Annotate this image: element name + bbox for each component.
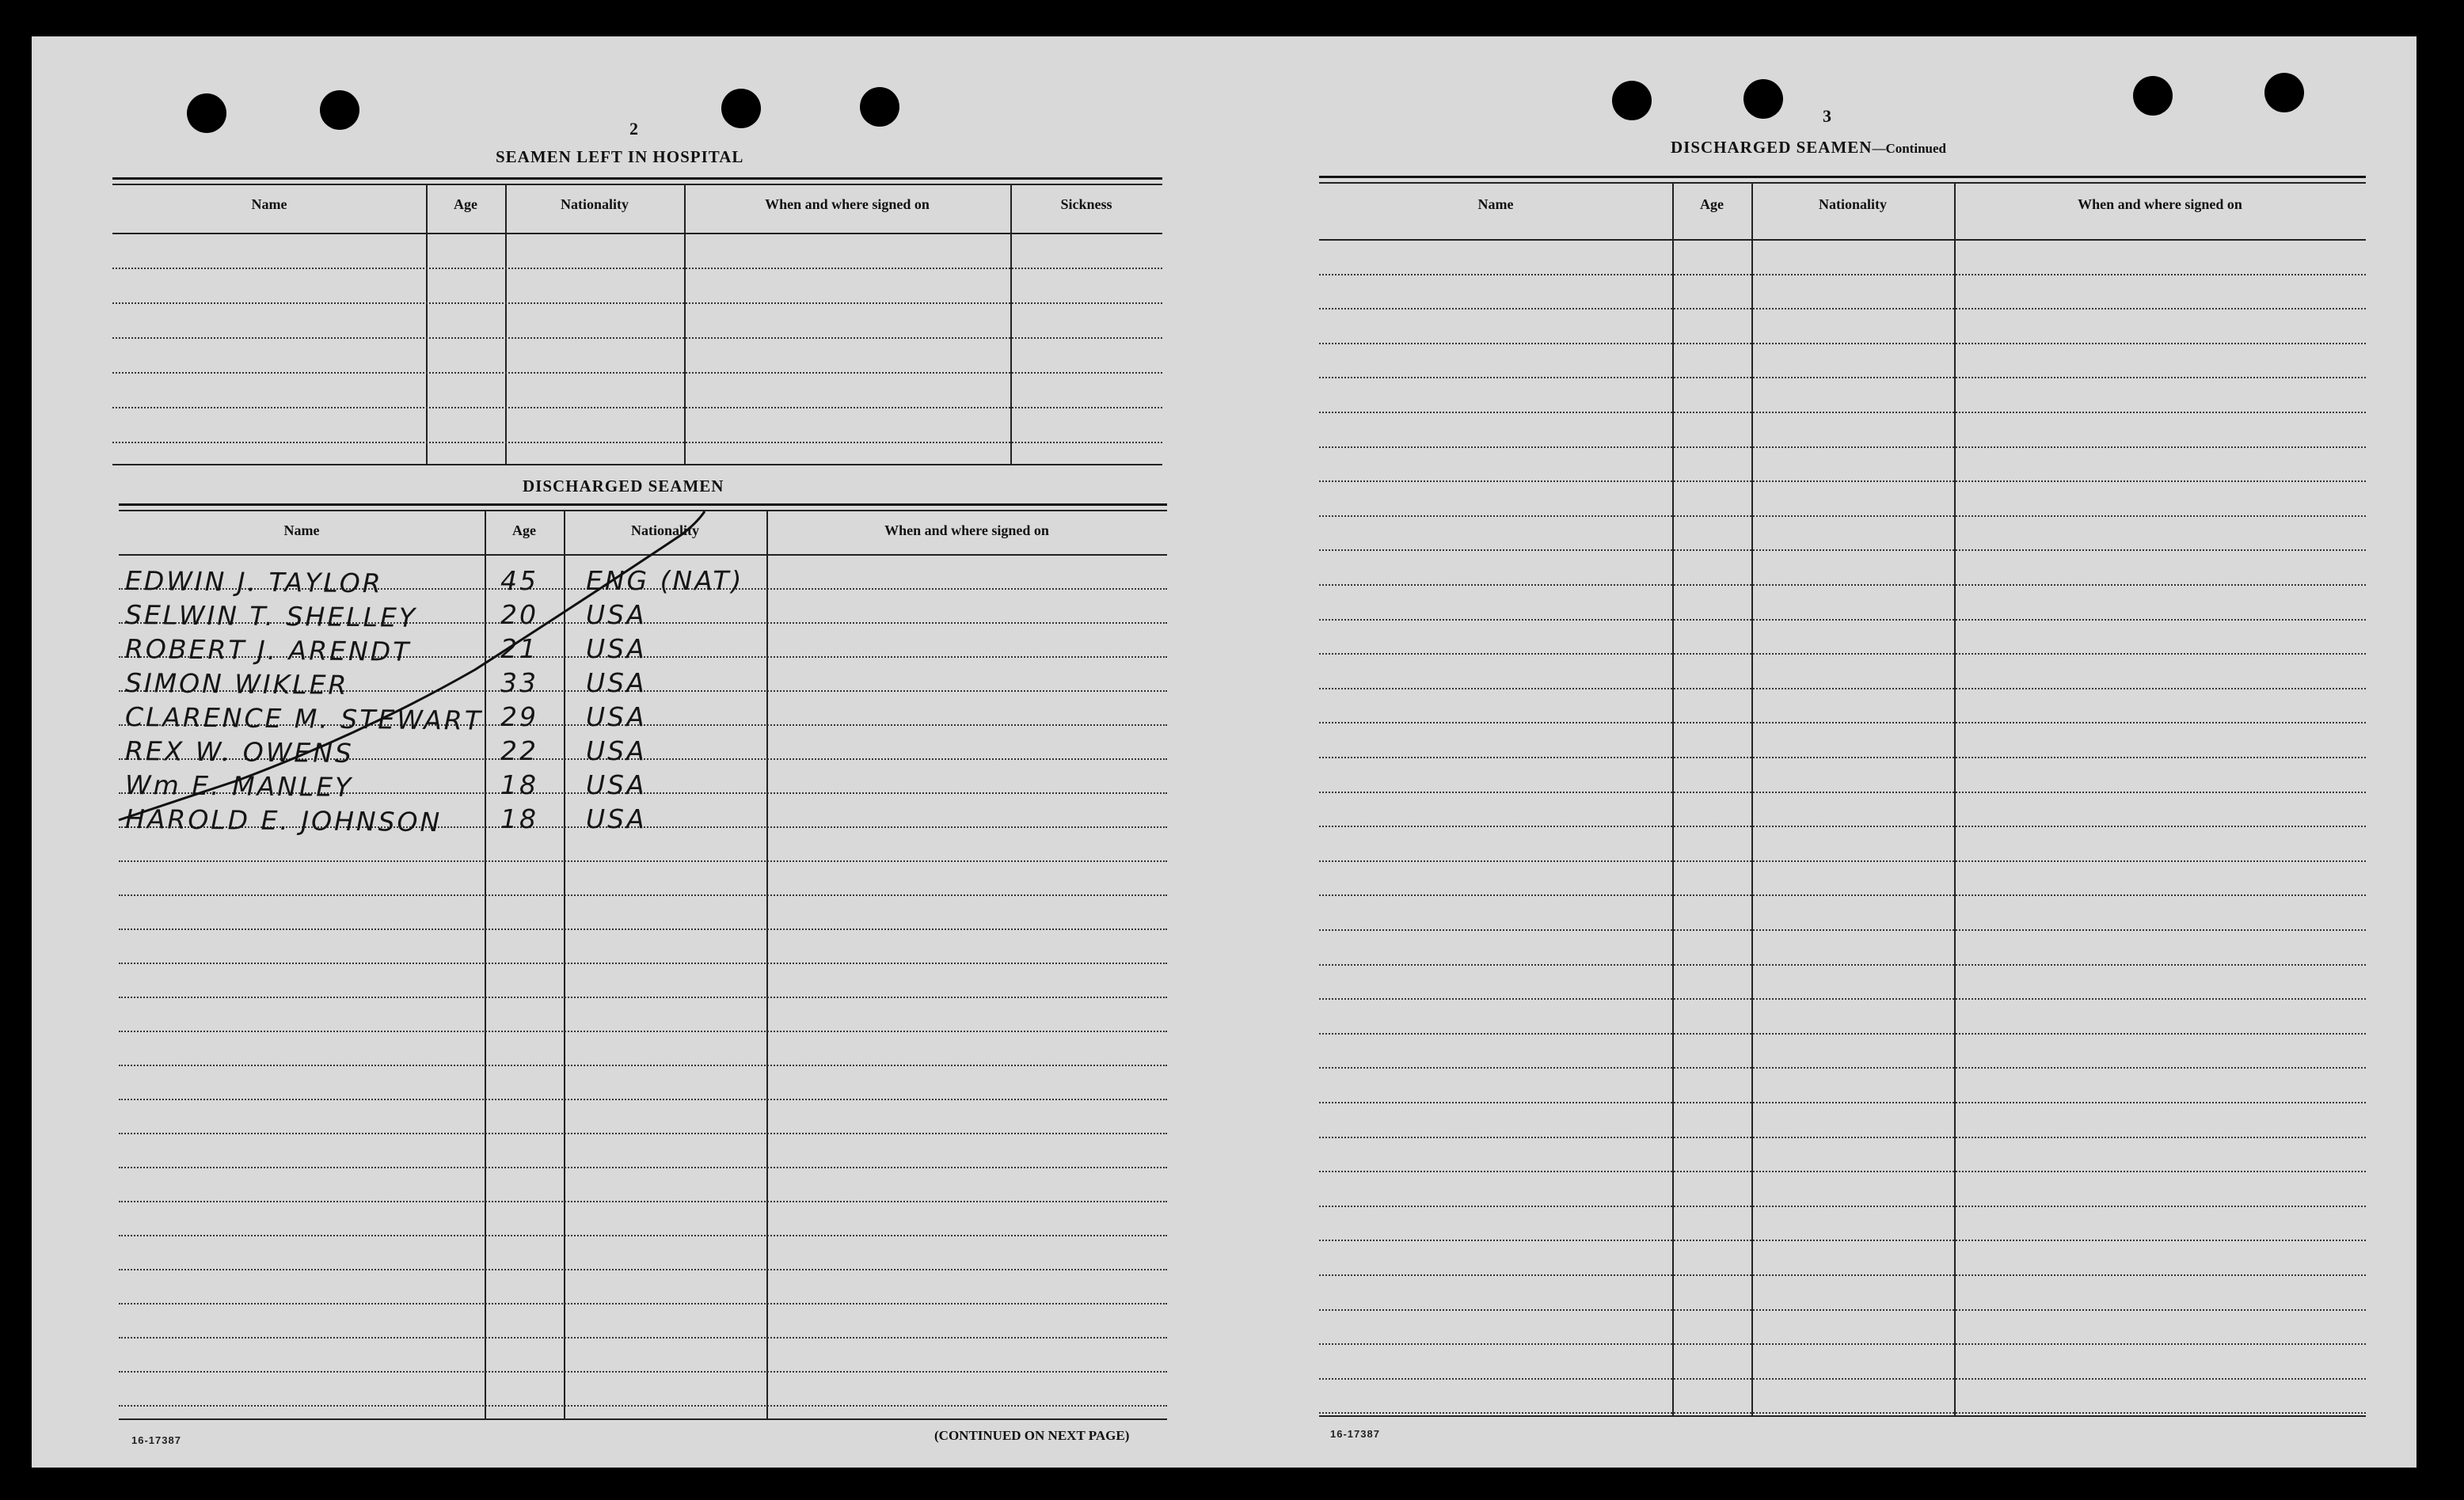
row-rule — [1319, 619, 2366, 621]
right-form-number: 16-17387 — [1330, 1428, 1380, 1440]
discharged-section-title: DISCHARGED SEAMEN — [523, 477, 724, 496]
row-rule — [1319, 792, 2366, 793]
seaman-name: SIMON WIKLER — [124, 667, 349, 701]
table-top-rule — [1319, 182, 2366, 184]
left-form-number: 16-17387 — [131, 1434, 181, 1446]
seaman-nationality: USA — [586, 803, 647, 834]
table-bottom-rule — [1319, 1415, 2366, 1417]
row-rule — [1319, 1412, 2366, 1414]
continued-title-main: DISCHARGED SEAMEN — [1671, 138, 1873, 157]
seaman-name: CLARENCE M. STEWART — [124, 701, 484, 736]
column-header: Age — [454, 196, 477, 212]
form-sheet — [32, 36, 2416, 1468]
row-rule — [1319, 308, 2366, 309]
seaman-age: 18 — [500, 803, 538, 834]
seaman-age: 29 — [500, 701, 538, 732]
seaman-nationality: USA — [586, 599, 647, 630]
row-rule — [1319, 549, 2366, 551]
row-rule — [1319, 1067, 2366, 1069]
column-header: Nationality — [560, 196, 629, 212]
row-rule — [1319, 515, 2366, 517]
row-rule — [1319, 377, 2366, 378]
row-rule — [1319, 688, 2366, 689]
row-rule — [1319, 653, 2366, 655]
header-rule — [1319, 239, 2366, 241]
column-header: When and where signed on — [884, 522, 1049, 538]
column-header: Name — [251, 196, 287, 212]
seaman-nationality: USA — [586, 667, 647, 698]
seaman-name: EDWIN J. TAYLOR — [124, 565, 383, 599]
row-rule — [1319, 584, 2366, 586]
seaman-name: HAROLD E. JOHNSON — [124, 803, 443, 838]
continued-title-suffix: —Continued — [1872, 141, 1946, 156]
row-rule — [1319, 1378, 2366, 1380]
seaman-nationality: ENG (NAT) — [586, 565, 744, 596]
seaman-age: 21 — [500, 633, 538, 664]
row-rule — [1319, 1309, 2366, 1311]
seaman-name: REX W. OWENS — [124, 735, 355, 769]
hospital-section-title: SEAMEN LEFT IN HOSPITAL — [496, 147, 744, 166]
column-header: Sickness — [1060, 196, 1112, 212]
seaman-age: 22 — [500, 735, 538, 766]
column-header: Name — [1477, 196, 1514, 212]
column-rule — [1954, 182, 1956, 1415]
column-header: Nationality — [1818, 196, 1887, 212]
row-rule — [1319, 964, 2366, 966]
row-rule — [1319, 446, 2366, 448]
seaman-nationality: USA — [586, 735, 647, 766]
seaman-name: Wm E. MANLEY — [124, 769, 354, 803]
column-header: Name — [283, 522, 320, 538]
row-rule — [1319, 1102, 2366, 1103]
row-rule — [1319, 1343, 2366, 1345]
row-rule — [1319, 929, 2366, 931]
row-rule — [1319, 860, 2366, 862]
row-rule — [1319, 274, 2366, 275]
column-rule — [1672, 182, 1674, 1415]
column-header: When and where signed on — [765, 196, 930, 212]
row-rule — [1319, 998, 2366, 1000]
column-header: When and where signed on — [2078, 196, 2242, 212]
left-page-number: 2 — [629, 119, 638, 139]
seaman-age: 45 — [500, 565, 538, 596]
column-header: Nationality — [630, 522, 699, 538]
seaman-age: 33 — [500, 667, 538, 698]
cancellation-stroke — [32, 36, 2416, 1468]
column-header: Age — [512, 522, 536, 538]
table-top-rule — [1319, 176, 2366, 178]
row-rule — [1319, 480, 2366, 482]
row-rule — [1319, 1033, 2366, 1035]
row-rule — [1319, 826, 2366, 827]
row-rule — [1319, 757, 2366, 758]
row-rule — [1319, 1274, 2366, 1276]
column-rule — [1751, 182, 1753, 1415]
right-page-number: 3 — [1823, 106, 1831, 126]
row-rule — [1319, 1171, 2366, 1172]
row-rule — [1319, 1137, 2366, 1138]
seaman-age: 20 — [500, 599, 538, 630]
seaman-nationality: USA — [586, 633, 647, 664]
continued-note: (CONTINUED ON NEXT PAGE) — [934, 1428, 1130, 1443]
column-header: Age — [1700, 196, 1724, 212]
row-rule — [1319, 1240, 2366, 1241]
row-rule — [1319, 894, 2366, 896]
seaman-name: SELWIN T. SHELLEY — [124, 599, 418, 633]
seaman-nationality: USA — [586, 701, 647, 732]
row-rule — [1319, 722, 2366, 723]
seaman-nationality: USA — [586, 769, 647, 800]
row-rule — [1319, 412, 2366, 413]
row-rule — [1319, 1206, 2366, 1207]
row-rule — [1319, 343, 2366, 344]
seaman-age: 18 — [500, 769, 538, 800]
continued-section-title — [1671, 138, 1946, 158]
seaman-name: ROBERT J. ARENDT — [124, 633, 412, 667]
